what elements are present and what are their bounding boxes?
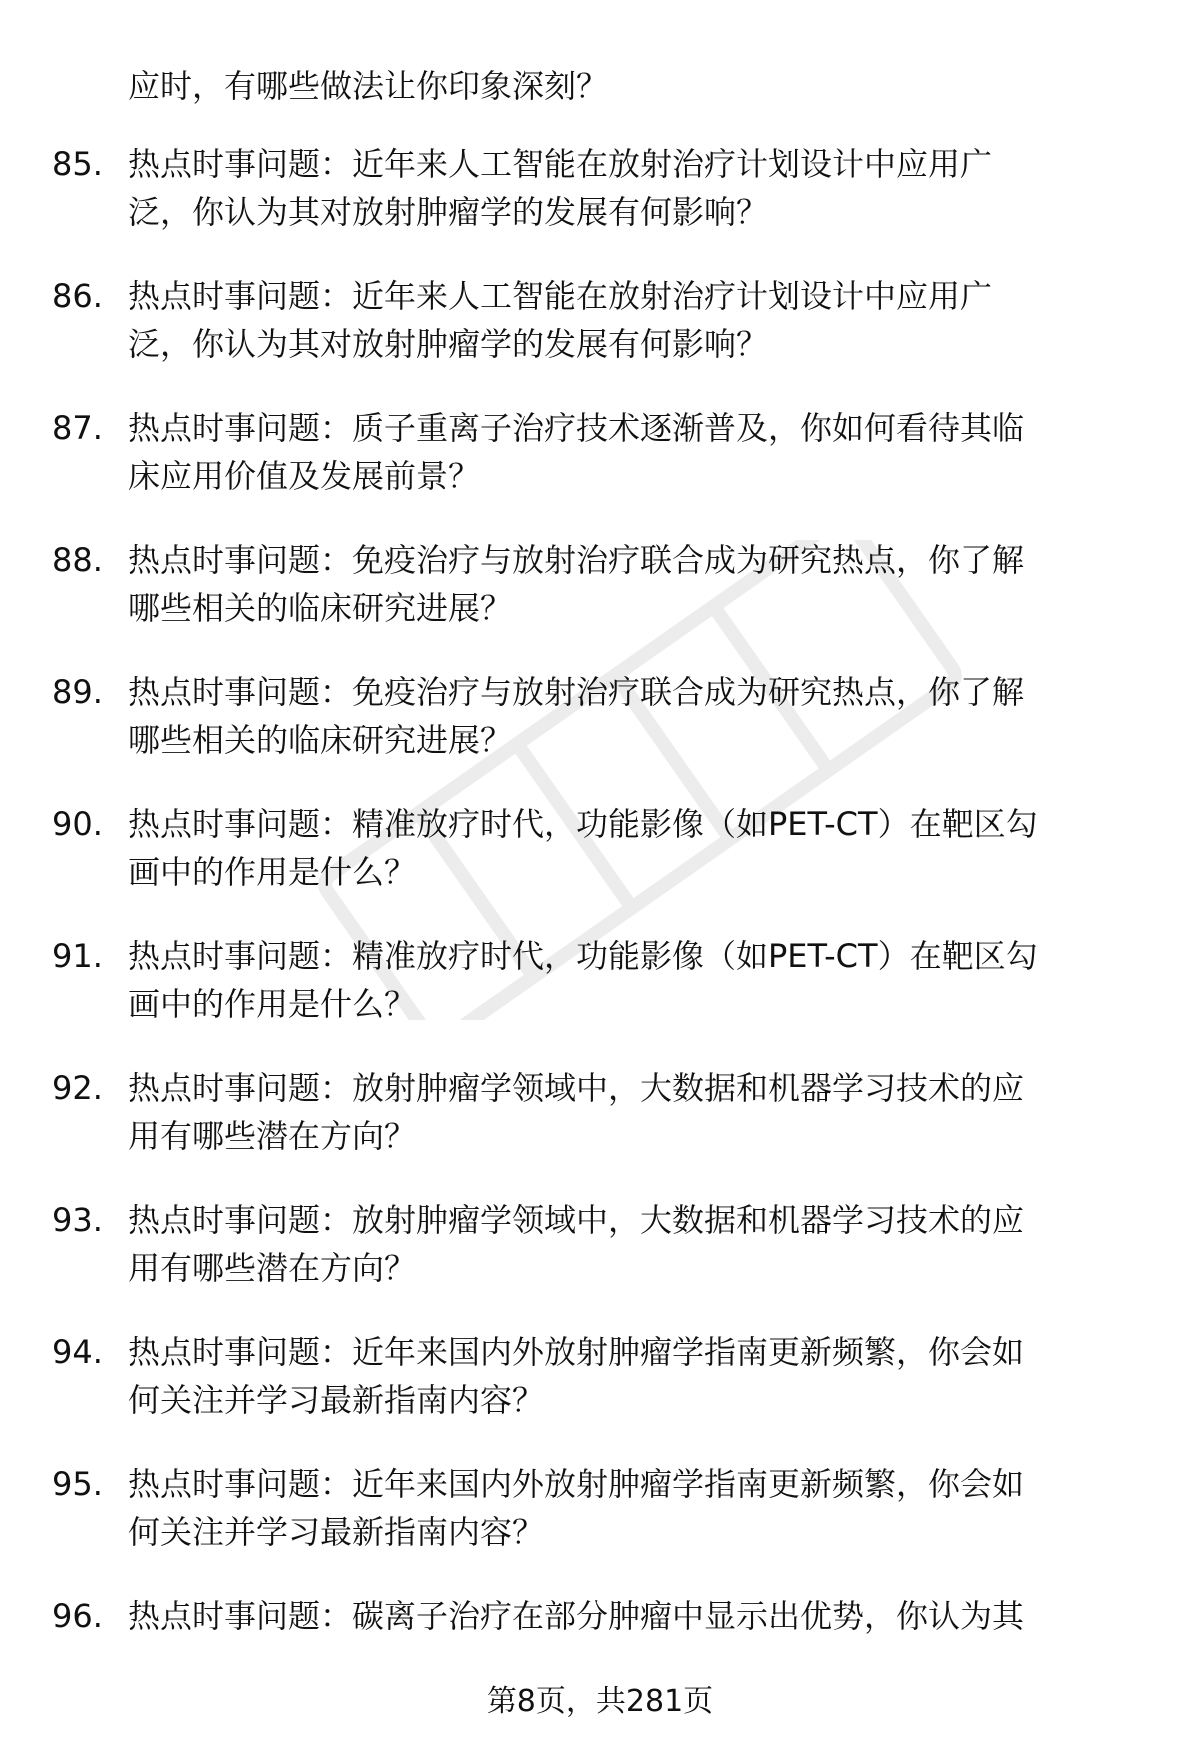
- question-line: 泛，你认为其对放射肿瘤学的发展有何影响？: [128, 193, 769, 231]
- question-number: 92.: [52, 1069, 103, 1107]
- question-text: [128, 1328, 1158, 1424]
- question-line: 热点时事问题：精准放疗时代，功能影像（如PET-CT）在靶区勾: [128, 937, 1038, 975]
- question-line: 何关注并学习最新指南内容？: [128, 1381, 545, 1419]
- question-number: 88.: [52, 541, 103, 579]
- question-line: 画中的作用是什么？: [128, 985, 417, 1023]
- list-item: [0, 536, 1200, 668]
- question-line: 床应用价值及发展前景？: [128, 457, 481, 495]
- question-line: 用有哪些潜在方向？: [128, 1249, 417, 1287]
- question-number: 89.: [52, 673, 103, 711]
- question-text: [128, 272, 1158, 368]
- question-line: 热点时事问题：近年来人工智能在放射治疗计划设计中应用广: [128, 145, 993, 183]
- page-footer: 第8页，共281页: [486, 1684, 714, 1719]
- list-item: [0, 1328, 1200, 1460]
- question-number: 85.: [52, 145, 103, 183]
- question-line: 画中的作用是什么？: [128, 853, 417, 891]
- question-line: 热点时事问题：近年来国内外放射肿瘤学指南更新频繁，你会如: [128, 1465, 1025, 1503]
- list-item: [0, 140, 1200, 272]
- question-number: 90.: [52, 805, 103, 843]
- question-number: 96.: [52, 1597, 103, 1635]
- list-item: [0, 800, 1200, 932]
- list-item: [0, 1460, 1200, 1592]
- question-line: 用有哪些潜在方向？: [128, 1117, 417, 1155]
- question-text: [128, 1196, 1158, 1292]
- question-text: [128, 800, 1158, 896]
- question-number: 93.: [52, 1201, 103, 1239]
- question-number: 95.: [52, 1465, 103, 1503]
- question-text: [128, 668, 1158, 764]
- question-line: 热点时事问题：精准放疗时代，功能影像（如PET-CT）在靶区勾: [128, 805, 1038, 843]
- question-line: 热点时事问题：质子重离子治疗技术逐渐普及，你如何看待其临: [128, 409, 1025, 447]
- question-number: 87.: [52, 409, 103, 447]
- question-line: 热点时事问题：免疫治疗与放射治疗联合成为研究热点，你了解: [128, 541, 1025, 579]
- list-item: [0, 932, 1200, 1064]
- continued-question-text: 应时，有哪些做法让你印象深刻？: [128, 67, 609, 105]
- question-line: 何关注并学习最新指南内容？: [128, 1513, 545, 1551]
- question-number: 91.: [52, 937, 103, 975]
- question-number: 94.: [52, 1333, 103, 1371]
- list-item: [0, 1196, 1200, 1328]
- list-item: [0, 272, 1200, 404]
- question-text: [128, 140, 1158, 236]
- question-text: [128, 932, 1158, 1028]
- question-line: 哪些相关的临床研究进展？: [128, 589, 513, 627]
- question-number: 86.: [52, 277, 103, 315]
- question-line: 哪些相关的临床研究进展？: [128, 721, 513, 759]
- question-line: 热点时事问题：近年来国内外放射肿瘤学指南更新频繁，你会如: [128, 1333, 1025, 1371]
- question-text: [128, 404, 1158, 500]
- question-text: [128, 1064, 1158, 1160]
- question-line: 热点时事问题：免疫治疗与放射治疗联合成为研究热点，你了解: [128, 673, 1025, 711]
- question-line: 热点时事问题：碳离子治疗在部分肿瘤中显示出优势，你认为其: [128, 1597, 1025, 1635]
- list-item: [0, 1064, 1200, 1196]
- question-text: [128, 1460, 1158, 1556]
- question-list: [0, 140, 1200, 1724]
- question-text: [128, 536, 1158, 632]
- list-item: [0, 668, 1200, 800]
- question-line: 热点时事问题：放射肿瘤学领域中，大数据和机器学习技术的应: [128, 1201, 1025, 1239]
- list-item: [0, 404, 1200, 536]
- question-line: 泛，你认为其对放射肿瘤学的发展有何影响？: [128, 325, 769, 363]
- question-line: 热点时事问题：近年来人工智能在放射治疗计划设计中应用广: [128, 277, 993, 315]
- question-text: [128, 1592, 1158, 1640]
- question-line: 热点时事问题：放射肿瘤学领域中，大数据和机器学习技术的应: [128, 1069, 1025, 1107]
